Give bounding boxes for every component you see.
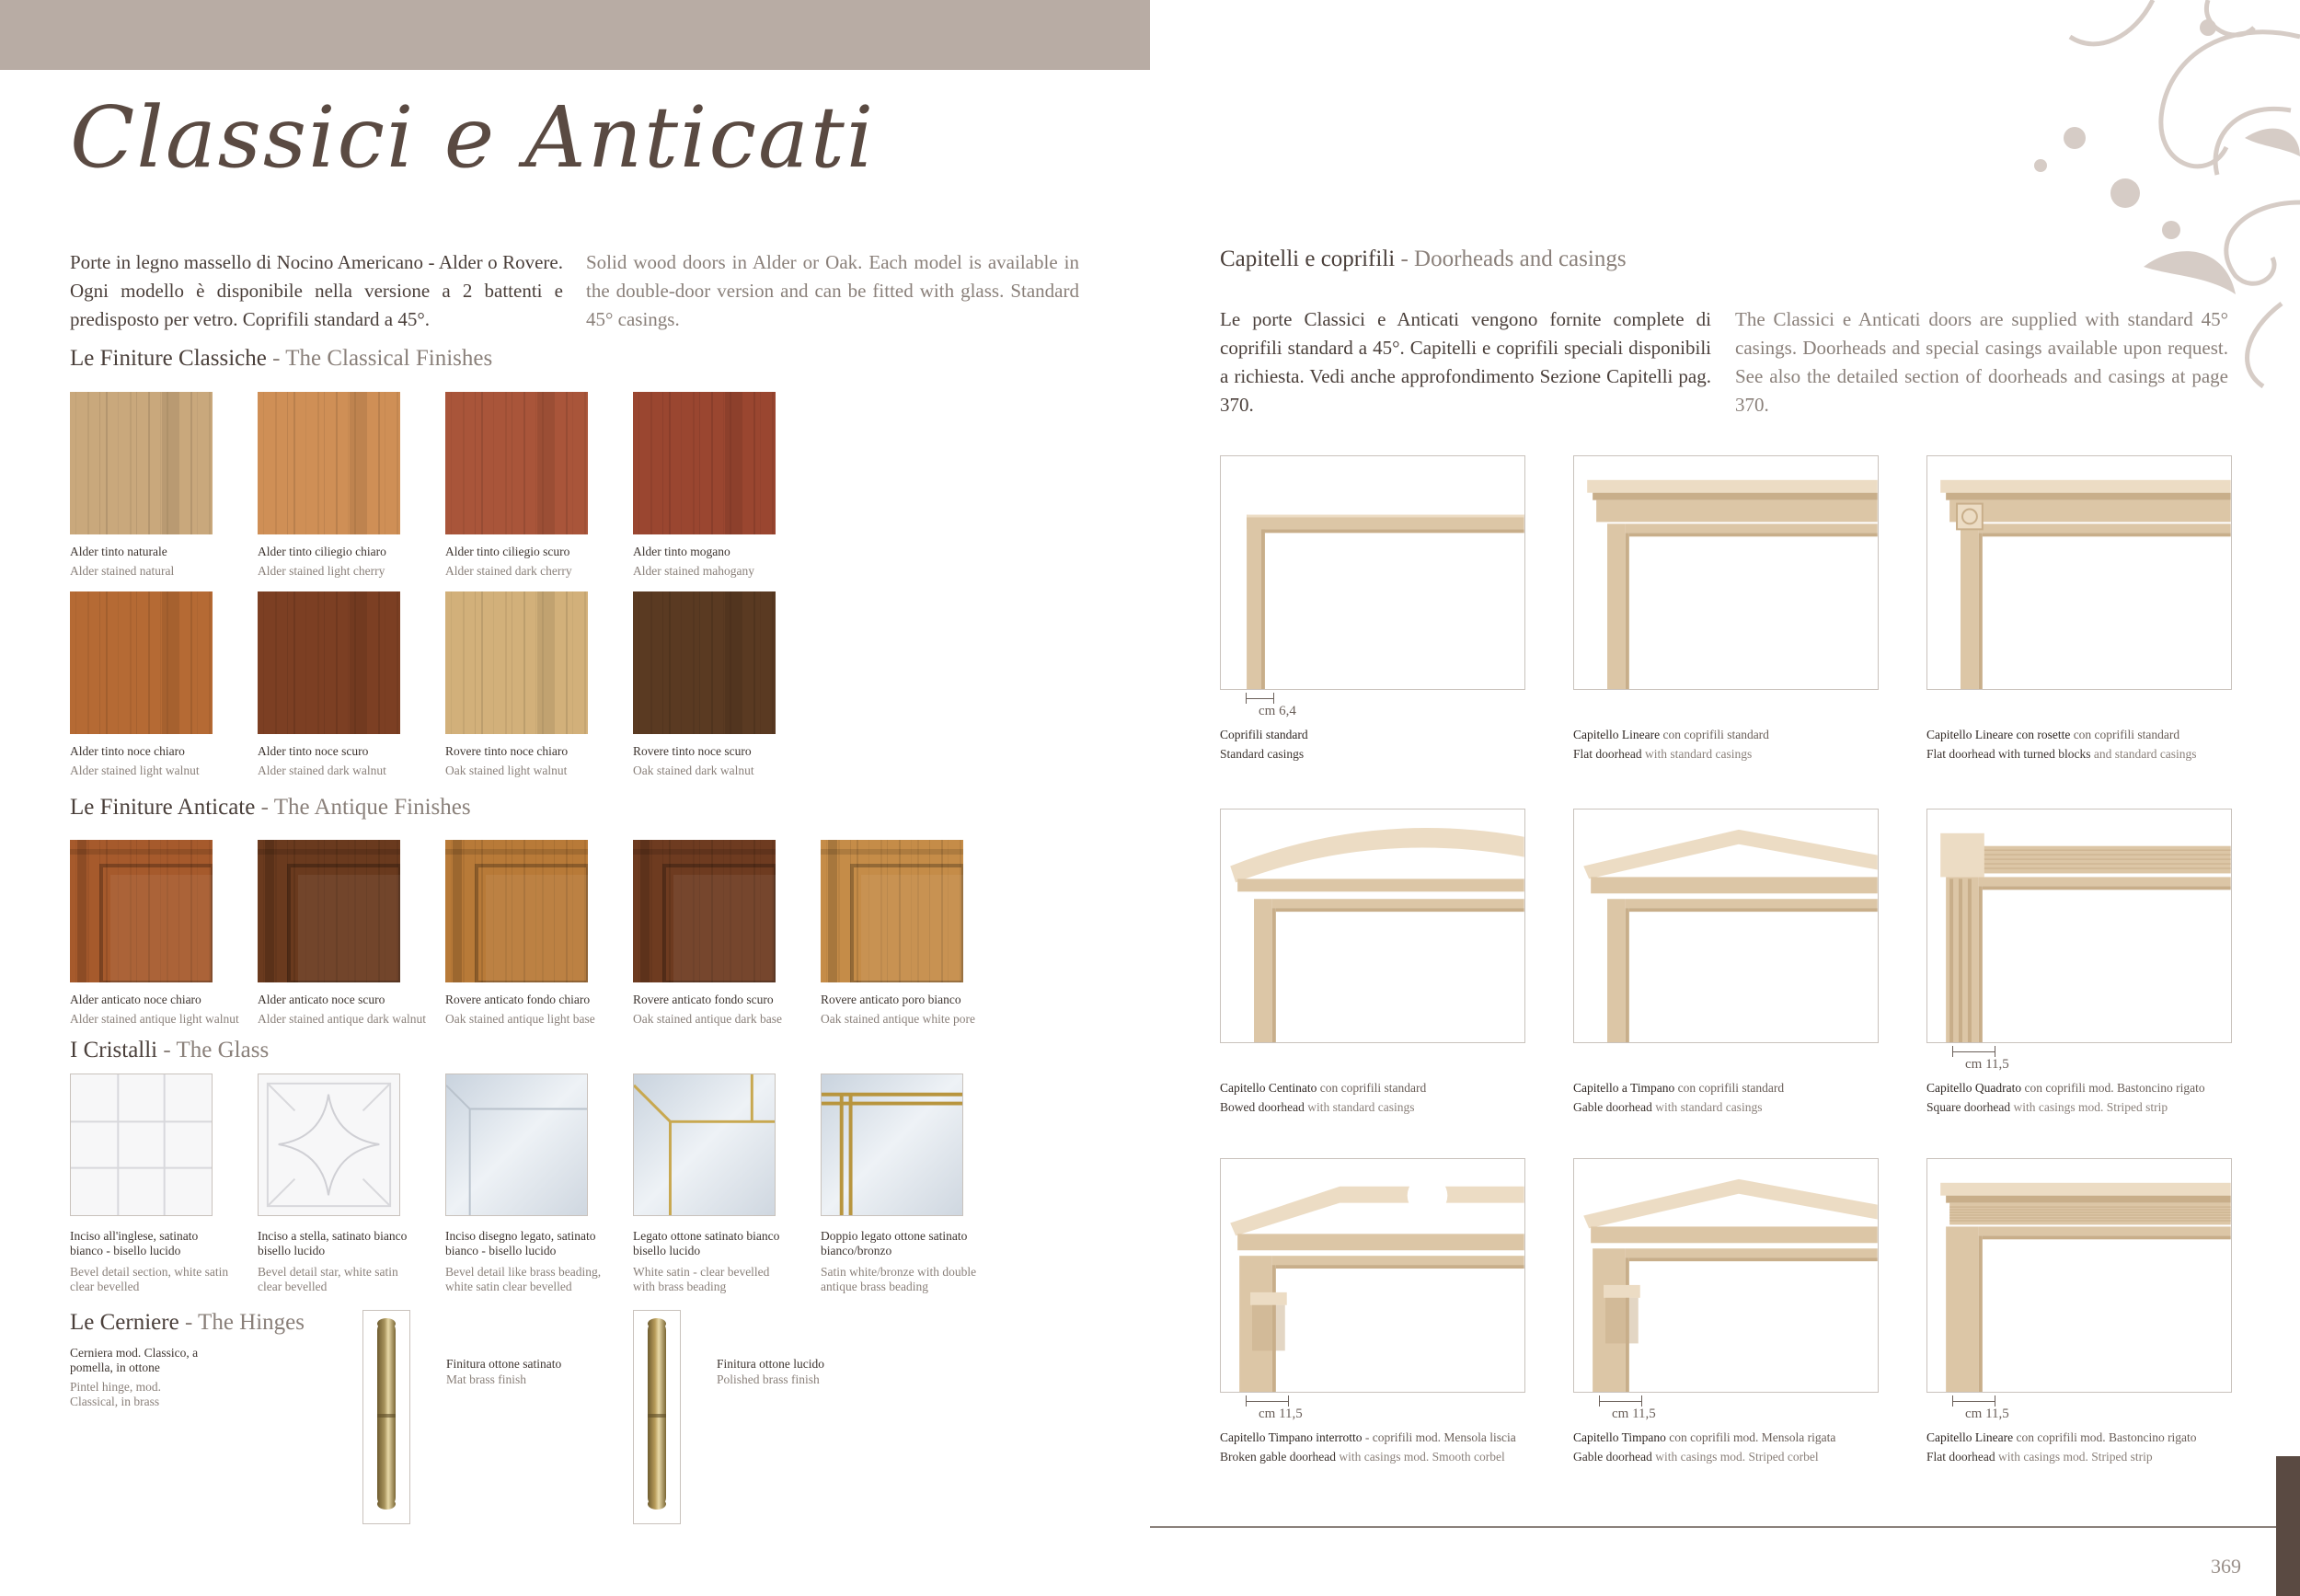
dimension-line [1246,1401,1288,1402]
dimension-line [1246,698,1273,699]
doorhead-image [1220,455,1525,690]
doorhead-name: Capitello a Timpano [1573,1081,1675,1095]
doorhead-caption-it [1573,1430,1904,1445]
doorheads-intro-it: Le porte Classici e Anticati vengono fornite complete di coprifili standard a 45°. Capitelli e coprifili speciali disponibili a richiesta. Vedi anche approfondimento Sezione Capitelli pag. 370. [1220,308,1711,416]
doorhead-name-en-detail: with casings mod. Striped corbel [1651,1450,1819,1464]
doorhead-caption-it [1220,1081,1551,1096]
doorhead-name-en-detail: with casings mod. Smooth corbel [1335,1450,1505,1464]
glass-name-en: Bevel detail section, white satin clear bevelled [70,1265,229,1293]
doorhead-caption-en [1220,1450,1551,1464]
antique-finish-swatch [258,840,400,982]
dimension-tick [1246,693,1247,704]
finish-name-it: Alder tinto ciliegio chiaro [258,545,386,558]
glass-name-it: Inciso all'inglese, satinato bianco - bisello lucido [70,1229,199,1257]
doorhead-name-detail: con coprifili standard [1660,728,1769,741]
glass-name-it: Inciso disegno legato, satinato bianco - bisello lucido [445,1229,596,1257]
doorhead-name-detail: - coprifili mod. Mensola liscia [1362,1430,1516,1444]
doorhead-name: Coprifili standard [1220,728,1308,741]
doorhead-caption-en [1926,1450,2258,1464]
finish-swatch [70,392,213,534]
glass-swatch [445,1074,588,1216]
doorhead-name: Capitello Lineare [1926,1430,2014,1444]
doorhead-name-en: Flat doorhead [1926,1450,1995,1464]
dimension-tick [1246,1395,1247,1407]
doorhead-name: Capitello Timpano interrotto [1220,1430,1363,1444]
doorhead-caption-it [1926,728,2258,742]
antique-finish-swatch [445,840,588,982]
finish-swatch [258,591,400,734]
doorhead-image [1573,455,1879,690]
doorhead-caption-en [1926,747,2258,762]
hinge-description-en: Pintel hinge, mod. Classical, in brass [70,1380,161,1408]
dimension-label: cm 11,5 [1259,1407,1303,1421]
doorhead-name-en: Gable doorhead [1573,1450,1652,1464]
doorhead-image [1926,1158,2232,1393]
doorhead-name: Capitello Lineare [1573,728,1661,741]
hinges-title: Le Cerniere - The Hinges [70,1310,305,1335]
finish-name-it: Alder tinto naturale [70,545,167,558]
doorhead-image [1926,809,2232,1043]
doorhead-name-en: Standard casings [1220,747,1305,761]
doorhead-caption-en [1220,747,1551,762]
glass-name-en: Bevel detail star, white satin clear bevelled [258,1265,398,1293]
dimension-tick [1288,1395,1289,1407]
glass-name-it: Inciso a stella, satinato bianco bisello lucido [258,1229,408,1257]
finish-name-en: Alder stained mahogany [633,564,754,578]
doorhead-caption-en [1220,1100,1551,1115]
finish-name-en: Alder stained dark cherry [445,564,572,578]
glass-swatch [821,1074,963,1216]
doorhead-caption-it [1926,1430,2258,1445]
glass-name-it: Doppio legato ottone satinato bianco/bronzo [821,1229,968,1257]
classic-finishes-title: Le Finiture Classiche - The Classical Finishes [70,346,493,371]
dimension-label: cm 11,5 [1965,1407,2009,1421]
finish-swatch [258,392,400,534]
finish-name-en: Oak stained light walnut [445,764,568,777]
antique-finishes-title: Le Finiture Anticate - The Antique Finishes [70,795,471,820]
doorhead-name-en-detail: with standard casings [1641,747,1753,761]
doorhead-image [1220,809,1525,1043]
dimension-tick [1952,1046,1953,1057]
antique-finish-name-en: Alder stained antique light walnut [70,1012,239,1026]
finish-swatch [633,392,776,534]
antique-finish-swatch [633,840,776,982]
glass-swatch [258,1074,400,1216]
finish-name-en: Alder stained light cherry [258,564,385,578]
doorhead-caption-it [1573,728,1904,742]
doorhead-caption-it [1926,1081,2258,1096]
dimension-line [1952,1401,1995,1402]
doorhead-image [1573,1158,1879,1393]
doorheads-intro-en: The Classici e Anticati doors are supplied with standard 45° casings. Doorheads and special casings available upon request. See also the detailed section of doorheads and casings at page 370. [1735,308,2228,416]
finish-name-it: Alder tinto noce scuro [258,744,369,758]
edge-tab [2276,1456,2300,1596]
glass-name-it: Legato ottone satinato bianco bisello lucido [633,1229,780,1257]
doorhead-name-en-detail: with casings mod. Striped strip [2010,1100,2168,1114]
antique-finish-name-it: Alder anticato noce scuro [258,993,385,1006]
doorhead-name-en-detail: and standard casings [2090,747,2197,761]
doorhead-name-detail: con coprifili mod. Mensola rigata [1665,1430,1836,1444]
antique-finish-name-en: Oak stained antique dark base [633,1012,782,1026]
intro-italian: Porte in legno massello di Nocino Americano - Alder o Rovere. Ogni modello è disponibile nella versione a 2 battenti e predisposto per vetro. Coprifili standard a 45°. [70,251,563,330]
finish-swatch [70,591,213,734]
dimension-line [1599,1401,1641,1402]
glass-name-en: Satin white/bronze with double antique brass beading [821,1265,977,1293]
antique-finish-name-en: Alder stained antique dark walnut [258,1012,426,1026]
hinge-finish-it: Finitura ottone satinato [446,1357,562,1371]
dimension-tick [1641,1395,1642,1407]
doorhead-name-en: Flat doorhead with turned blocks [1926,747,2091,761]
finish-name-it: Rovere tinto noce chiaro [445,744,569,758]
doorhead-caption-en [1573,1450,1904,1464]
doorhead-caption-it [1220,1430,1551,1445]
dimension-line [1952,1051,1995,1052]
finish-name-it: Rovere tinto noce scuro [633,744,752,758]
glass-swatch [70,1074,213,1216]
hinge-image [362,1310,410,1524]
doorhead-name: Capitello Lineare con rosette [1926,728,2071,741]
doorhead-name-en: Flat doorhead [1573,747,1642,761]
antique-finish-name-en: Oak stained antique light base [445,1012,595,1026]
doorhead-caption-en [1573,1100,1904,1115]
hinge-finish-en: Mat brass finish [446,1372,526,1386]
doorhead-name-detail: con coprifili standard [1317,1081,1427,1095]
dimension-tick [1599,1395,1600,1407]
doorhead-image [1573,809,1879,1043]
finish-name-it: Alder tinto noce chiaro [70,744,185,758]
finish-name-en: Alder stained dark walnut [258,764,386,777]
glass-title: I Cristalli - The Glass [70,1038,270,1062]
header-band [0,0,1150,70]
antique-finish-name-it: Rovere anticato fondo scuro [633,993,774,1006]
glass-name-en: White satin - clear bevelled with brass beading [633,1265,770,1293]
finish-name-it: Alder tinto mogano [633,545,730,558]
antique-finish-name-it: Rovere anticato poro bianco [821,993,961,1006]
antique-finish-name-it: Alder anticato noce chiaro [70,993,201,1006]
doorhead-caption-en [1926,1100,2258,1115]
doorhead-name-en-detail: with casings mod. Striped strip [1995,1450,2153,1464]
antique-finish-name-it: Rovere anticato fondo chiaro [445,993,591,1006]
finish-name-it: Alder tinto ciliegio scuro [445,545,570,558]
dimension-tick [1952,1395,1953,1407]
finish-swatch [445,392,588,534]
hinge-finish-it: Finitura ottone lucido [717,1357,824,1371]
dimension-label: cm 11,5 [1612,1407,1656,1421]
doorhead-name-detail: con coprifili standard [1674,1081,1785,1095]
hinge-image [633,1310,681,1524]
antique-finish-swatch [821,840,963,982]
finish-swatch [445,591,588,734]
doorheads-title: Capitelli e coprifili - Doorheads and casings [1220,247,1627,271]
doorhead-name-detail: con coprifili mod. Bastoncino rigato [2013,1430,2197,1444]
doorhead-name-detail: con coprifili mod. Bastoncino rigato [2021,1081,2205,1095]
doorhead-caption-it [1573,1081,1904,1096]
finish-swatch [633,591,776,734]
hinge-finish-en: Polished brass finish [717,1372,820,1386]
doorhead-image [1220,1158,1525,1393]
doorhead-name: Capitello Centinato [1220,1081,1317,1095]
doorhead-name-en: Gable doorhead [1573,1100,1652,1114]
antique-finish-name-en: Oak stained antique white pore [821,1012,975,1026]
doorhead-caption-it [1220,728,1551,742]
page-number: 369 [2211,1555,2241,1578]
doorhead-caption-en [1573,747,1904,762]
doorhead-name-en-detail: with standard casings [1651,1100,1763,1114]
doorhead-name-en: Bowed doorhead [1220,1100,1305,1114]
doorhead-name: Capitello Quadrato [1926,1081,2022,1095]
page-title: Classici e Anticati [70,88,876,187]
hinge-description-it: Cerniera mod. Classico, a pomella, in ottone [70,1346,199,1374]
intro-english: Solid wood doors in Alder or Oak. Each model is available in the double-door version and can be fitted with glass. Standard 45° casings. [586,251,1079,330]
doorhead-image [1926,455,2232,690]
glass-swatch [633,1074,776,1216]
dimension-tick [1273,693,1274,704]
doorhead-name-en-detail: with standard casings [1304,1100,1415,1114]
antique-finish-swatch [70,840,213,982]
dimension-label: cm 6,4 [1259,704,1296,718]
glass-name-en: Bevel detail like brass beading, white satin clear bevelled [445,1265,602,1293]
bottom-rule [1150,1526,2300,1528]
doorhead-name-detail: con coprifili standard [2070,728,2180,741]
dimension-label: cm 11,5 [1965,1057,2009,1072]
doorhead-name-en: Broken gable doorhead [1220,1450,1336,1464]
finish-name-en: Alder stained natural [70,564,175,578]
finish-name-en: Oak stained dark walnut [633,764,754,777]
doorhead-name: Capitello Timpano [1573,1430,1666,1444]
finish-name-en: Alder stained light walnut [70,764,200,777]
doorhead-name-en: Square doorhead [1926,1100,2011,1114]
